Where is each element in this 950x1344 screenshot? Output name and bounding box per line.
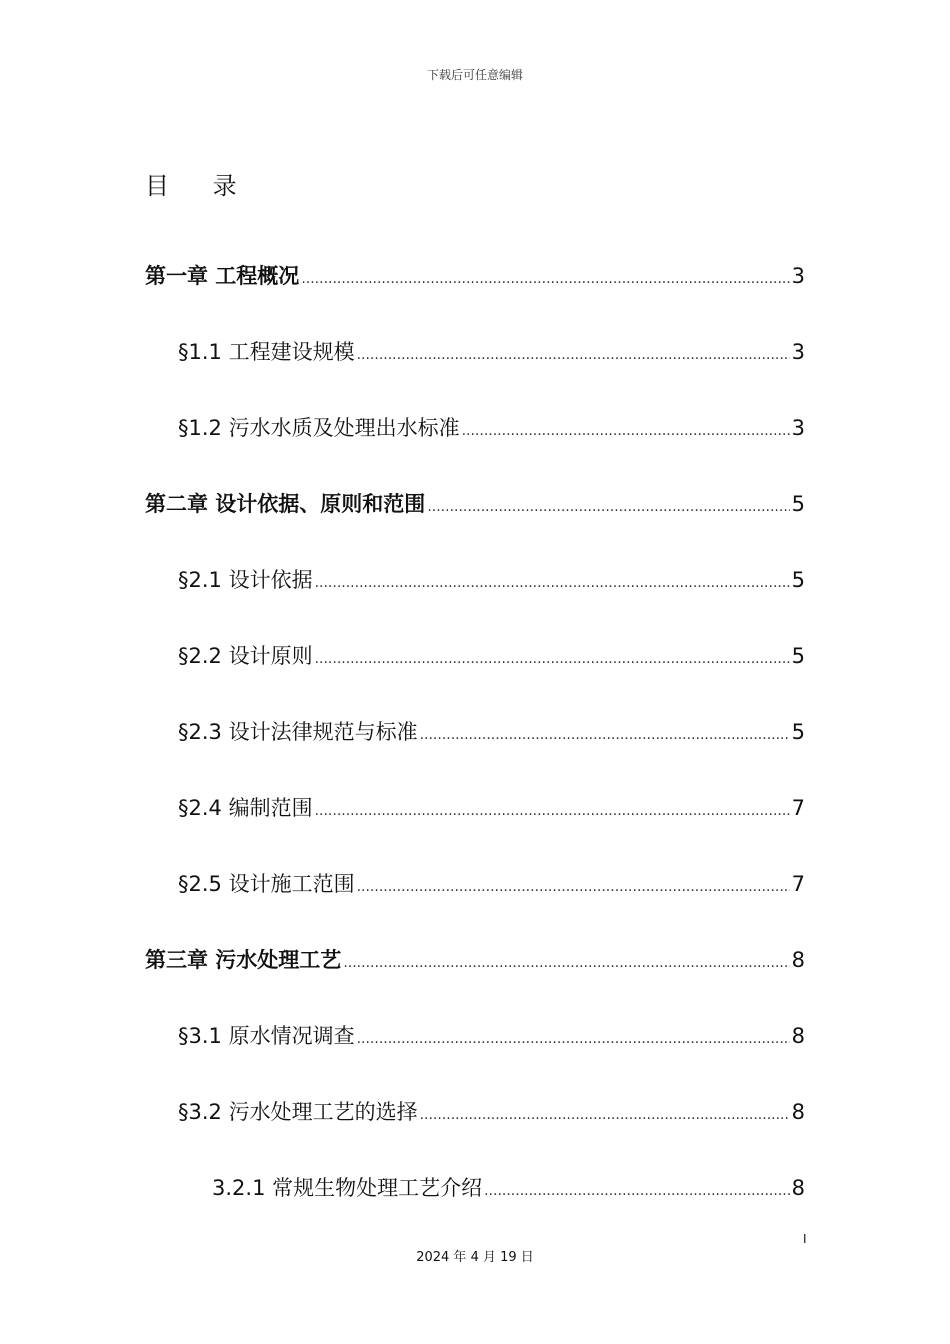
dot-leader: [357, 347, 790, 363]
dot-leader: [357, 879, 790, 895]
toc-entry-chapter-2[interactable]: [145, 488, 805, 528]
toc-entry-text: 3.2.1 常规生物处理工艺介绍: [212, 1176, 483, 1200]
dot-leader: [484, 1183, 790, 1199]
toc-entry-text: §2.2 设计原则: [178, 644, 313, 668]
toc-page-number: 7: [791, 872, 805, 896]
toc-entry-section-2-4[interactable]: [178, 792, 805, 832]
toc-entry-chapter-1[interactable]: [145, 260, 805, 300]
dot-leader: [427, 499, 789, 515]
dot-leader: [357, 1031, 790, 1047]
toc-entry-section-3-1[interactable]: [178, 1020, 805, 1060]
dot-leader: [315, 803, 790, 819]
toc-entry-section-3-2[interactable]: [178, 1096, 805, 1136]
toc-entry-section-2-3[interactable]: [178, 716, 805, 756]
toc-entry-text: §1.2 污水水质及处理出水标准: [178, 416, 460, 440]
toc-entry-section-1-2[interactable]: [178, 412, 805, 452]
toc-page-number: 5: [791, 720, 805, 744]
page-marker: I: [803, 1232, 807, 1246]
dot-leader: [315, 651, 790, 667]
toc-entry-text: §2.1 设计依据: [178, 568, 313, 592]
toc-entry-text: §2.4 编制范围: [178, 796, 313, 820]
dot-leader: [420, 1107, 790, 1123]
toc-entry-text: 第三章 污水处理工艺: [145, 948, 342, 972]
toc-page-number: 5: [791, 492, 805, 516]
toc-entry-section-2-5[interactable]: [178, 868, 805, 908]
dot-leader: [462, 423, 790, 439]
toc-entry-text: 第一章 工程概况: [145, 264, 300, 288]
dot-leader: [343, 955, 789, 971]
toc-page-number: 8: [791, 1100, 805, 1124]
dot-leader: [420, 727, 790, 743]
toc-entry-section-2-2[interactable]: [178, 640, 805, 680]
toc-entry-text: §2.5 设计施工范围: [178, 872, 355, 896]
toc-entry-text: §1.1 工程建设规模: [178, 340, 355, 364]
header-note: 下载后可任意编辑: [426, 68, 523, 82]
toc-page-number: 5: [791, 568, 805, 592]
footer-date: 2024 年 4 月 19 日: [416, 1250, 534, 1265]
toc-entry-text: §2.3 设计法律规范与标准: [178, 720, 418, 744]
toc-page-number: 5: [791, 644, 805, 668]
toc-page-number: 7: [791, 796, 805, 820]
toc-page-number: 8: [791, 948, 805, 972]
toc-entry-text: §3.2 污水处理工艺的选择: [178, 1100, 418, 1124]
toc-entry-text: 第二章 设计依据、原则和范围: [145, 492, 426, 516]
toc-page-number: 8: [791, 1024, 805, 1048]
toc-page-number: 3: [791, 416, 805, 440]
toc-page-number: 3: [791, 264, 805, 288]
dot-leader: [301, 271, 789, 287]
toc-page-number: 3: [791, 340, 805, 364]
toc-entry-text: §3.1 原水情况调查: [178, 1024, 355, 1048]
toc-entry-section-1-1[interactable]: [178, 336, 805, 376]
dot-leader: [315, 575, 790, 591]
toc-entry-section-2-1[interactable]: [178, 564, 805, 604]
toc-title: 目 录: [145, 172, 255, 200]
toc-page-number: 8: [791, 1176, 805, 1200]
toc-entry-subsection-3-2-1[interactable]: [212, 1172, 805, 1212]
toc-entry-chapter-3[interactable]: [145, 944, 805, 984]
